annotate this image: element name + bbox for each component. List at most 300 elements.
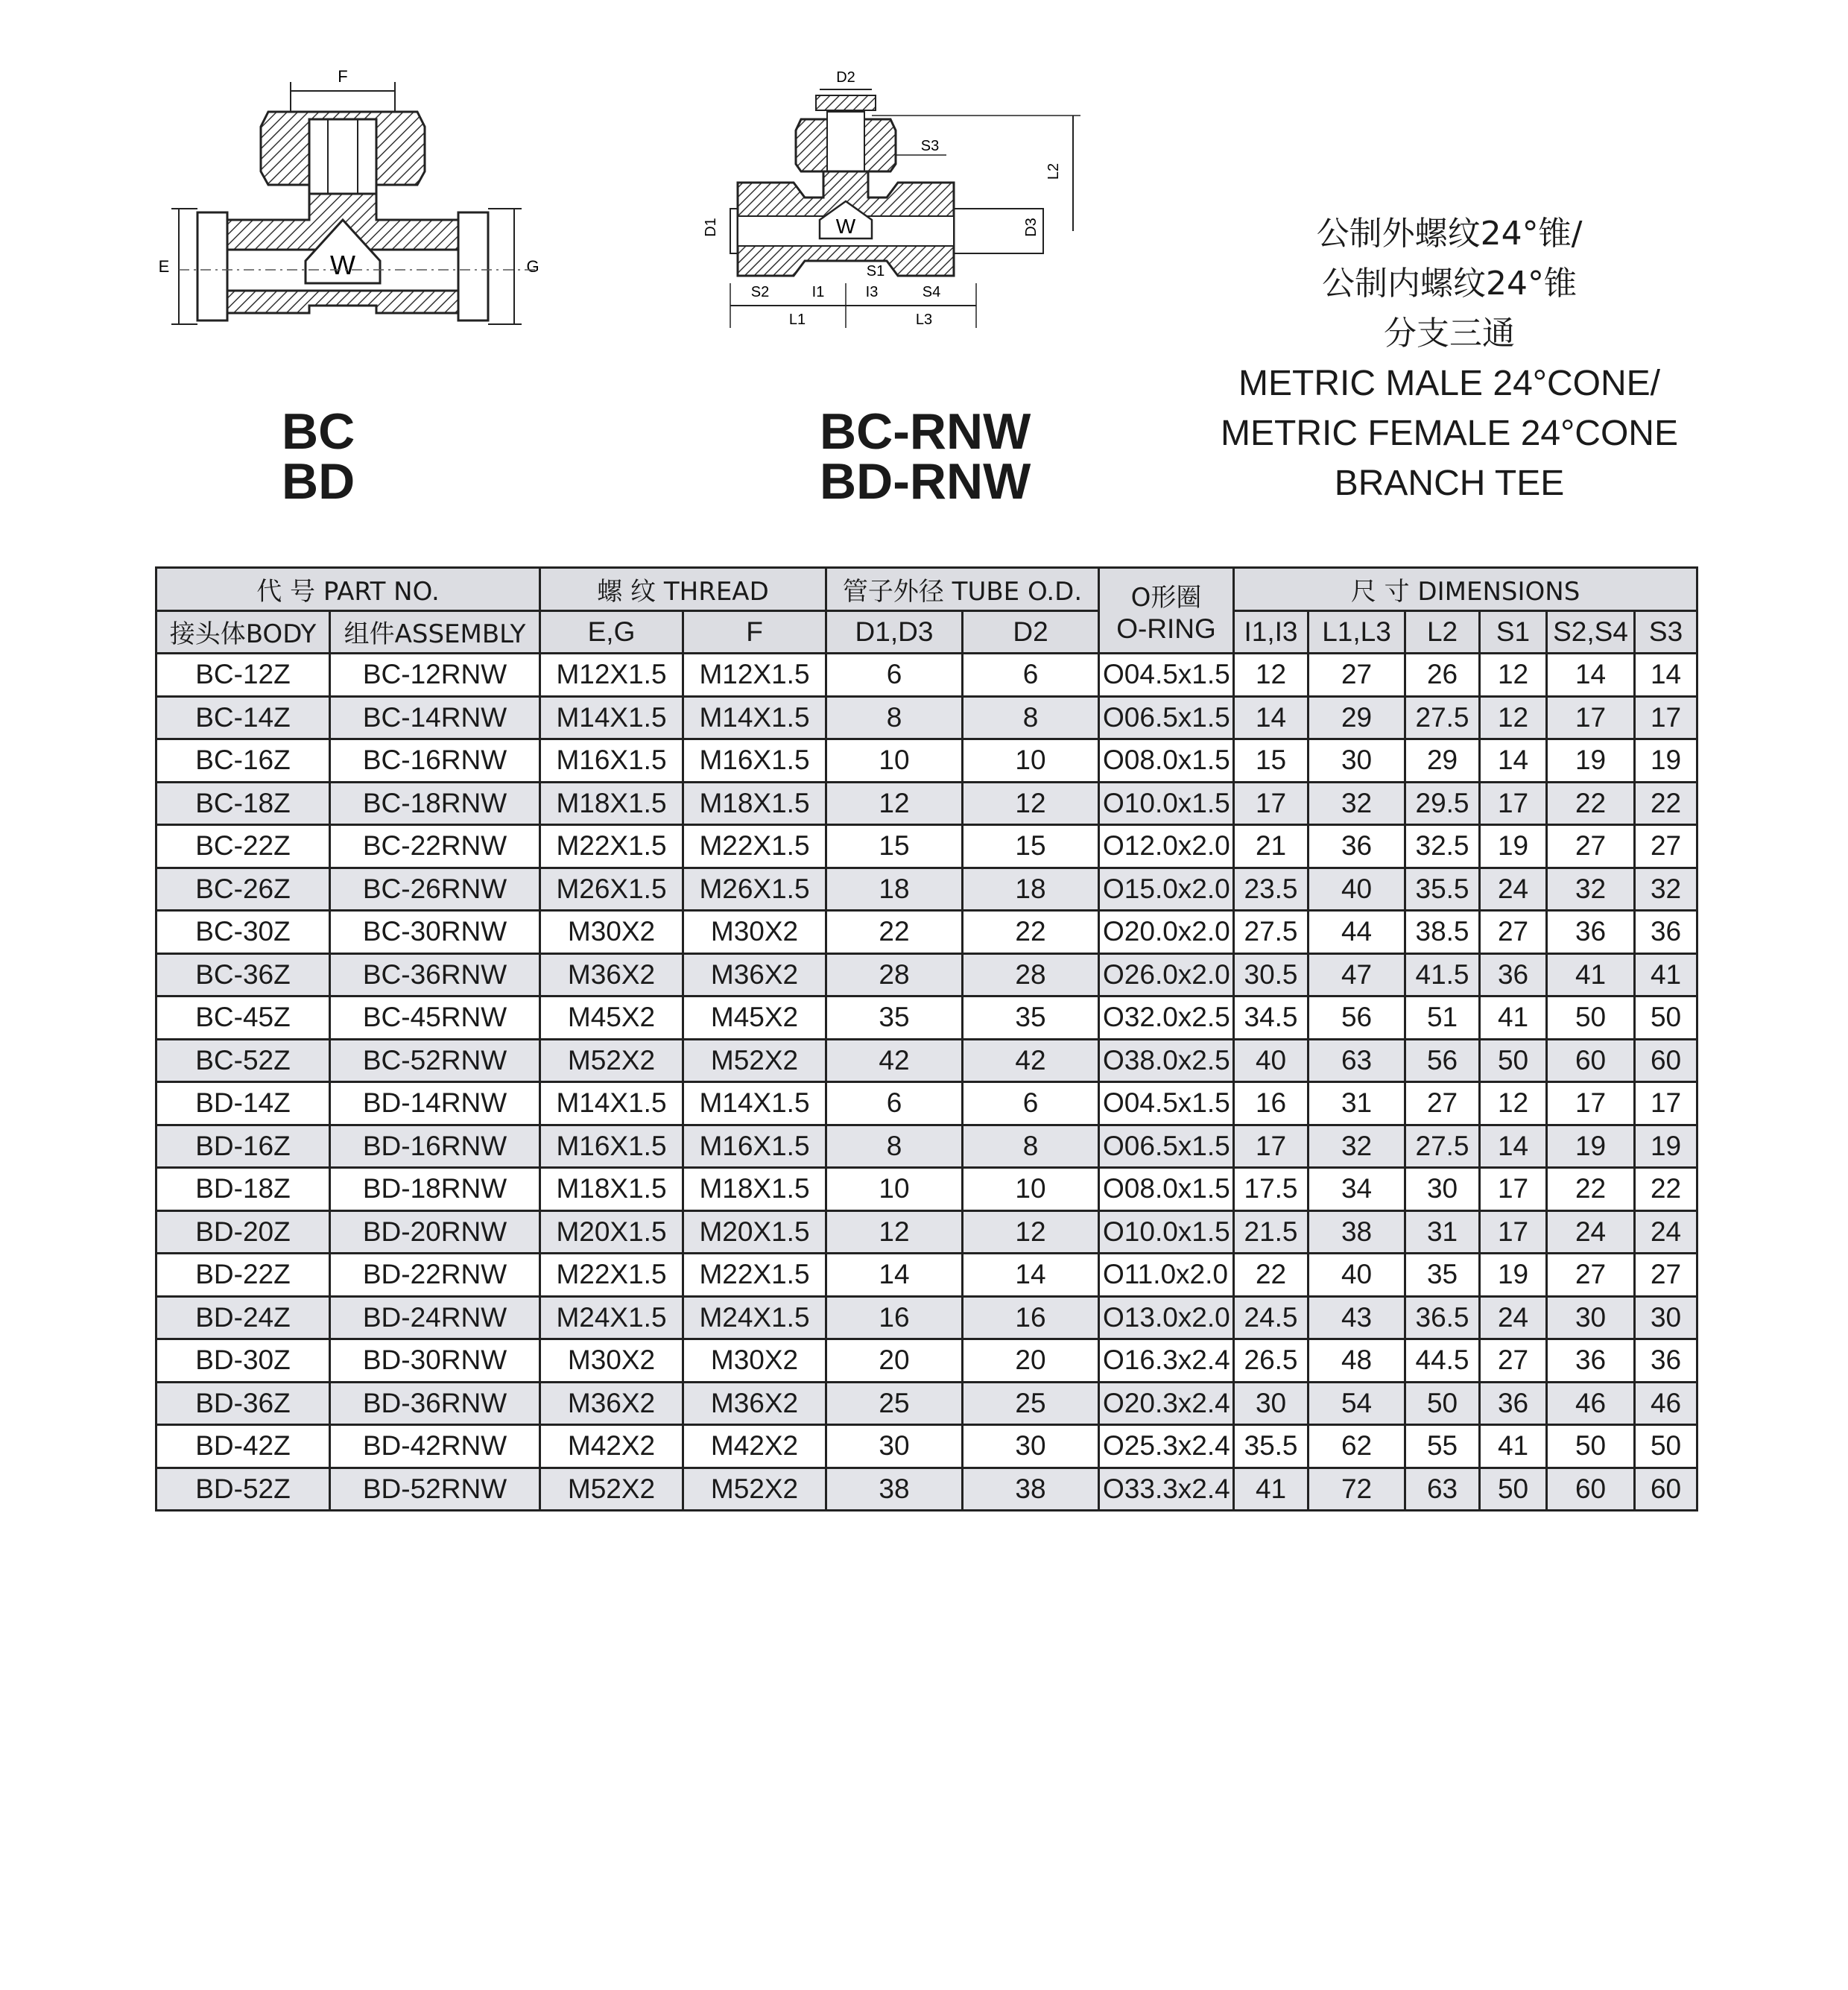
cell-oring: O25.3x2.4 [1099, 1425, 1234, 1468]
cell-s2s4: 17 [1547, 696, 1635, 739]
header-l2: L2 [1405, 610, 1480, 654]
cell-d1d3: 18 [826, 868, 963, 911]
cell-s1: 36 [1480, 953, 1547, 996]
bc-tee-drawing [149, 60, 566, 358]
cell-body: BC-14Z [156, 696, 330, 739]
cell-i1i3: 23.5 [1234, 868, 1309, 911]
cell-s1: 19 [1480, 825, 1547, 868]
cell-thread-eg: M45X2 [540, 996, 683, 1040]
cell-s2s4: 19 [1547, 739, 1635, 783]
cell-s3: 32 [1635, 868, 1697, 911]
cell-s3: 27 [1635, 1254, 1697, 1297]
cell-s2s4: 14 [1547, 654, 1635, 697]
cell-l2: 50 [1405, 1382, 1480, 1425]
table-row [156, 1425, 1697, 1468]
cell-s3: 50 [1635, 1425, 1697, 1468]
cell-body: BD-18Z [156, 1168, 330, 1211]
cell-body: BD-52Z [156, 1468, 330, 1511]
cell-assembly: BD-42RNW [330, 1425, 540, 1468]
header-oring-cn: O形圈 [1130, 582, 1202, 613]
cell-body: BC-52Z [156, 1039, 330, 1082]
cell-d2: 25 [963, 1382, 1099, 1425]
table-row [156, 1039, 1697, 1082]
cell-s2s4: 27 [1547, 1254, 1635, 1297]
cell-s3: 27 [1635, 825, 1697, 868]
cell-d1d3: 8 [826, 696, 963, 739]
cell-i1i3: 21.5 [1234, 1210, 1309, 1254]
cell-s3: 22 [1635, 782, 1697, 825]
cell-s3: 36 [1635, 911, 1697, 954]
cell-thread-eg: M14X1.5 [540, 1082, 683, 1125]
cell-s2s4: 60 [1547, 1468, 1635, 1511]
header-tube-od: 管子外径 TUBE O.D. [826, 568, 1099, 611]
cell-oring: O26.0x2.0 [1099, 953, 1234, 996]
cell-s1: 19 [1480, 1254, 1547, 1297]
cell-d1d3: 12 [826, 782, 963, 825]
cell-thread-f: M16X1.5 [683, 739, 826, 783]
cell-i1i3: 22 [1234, 1254, 1309, 1297]
cell-l2: 29 [1405, 739, 1480, 783]
header-i1i3: I1,I3 [1234, 610, 1309, 654]
cell-l1l3: 56 [1309, 996, 1405, 1040]
cell-assembly: BC-36RNW [330, 953, 540, 996]
cell-d1d3: 10 [826, 1168, 963, 1211]
cell-oring: O04.5x1.5 [1099, 1082, 1234, 1125]
cell-d1d3: 15 [826, 825, 963, 868]
cell-s1: 24 [1480, 868, 1547, 911]
cell-oring: O13.0x2.0 [1099, 1296, 1234, 1339]
cell-assembly: BC-52RNW [330, 1039, 540, 1082]
cell-l2: 51 [1405, 996, 1480, 1040]
cell-thread-f: M36X2 [683, 953, 826, 996]
cell-thread-eg: M52X2 [540, 1468, 683, 1511]
cell-assembly: BC-12RNW [330, 654, 540, 697]
cell-i1i3: 12 [1234, 654, 1309, 697]
cell-l1l3: 63 [1309, 1039, 1405, 1082]
cell-l1l3: 34 [1309, 1168, 1405, 1211]
cell-oring: O06.5x1.5 [1099, 1125, 1234, 1168]
cell-l2: 26 [1405, 654, 1480, 697]
cell-s2s4: 24 [1547, 1210, 1635, 1254]
table-row [156, 1125, 1697, 1168]
cell-oring: O20.3x2.4 [1099, 1382, 1234, 1425]
header-f: F [683, 610, 826, 654]
cell-l2: 55 [1405, 1425, 1480, 1468]
cell-thread-eg: M18X1.5 [540, 1168, 683, 1211]
cell-s3: 60 [1635, 1468, 1697, 1511]
cell-d1d3: 6 [826, 1082, 963, 1125]
cell-l2: 27.5 [1405, 1125, 1480, 1168]
cell-d2: 18 [963, 868, 1099, 911]
cell-i1i3: 41 [1234, 1468, 1309, 1511]
cell-s2s4: 60 [1547, 1039, 1635, 1082]
cell-s3: 19 [1635, 739, 1697, 783]
cell-l2: 35 [1405, 1254, 1480, 1297]
table-row [156, 654, 1697, 697]
cell-d1d3: 25 [826, 1382, 963, 1425]
cell-s2s4: 19 [1547, 1125, 1635, 1168]
header-d2: D2 [963, 610, 1099, 654]
cell-d2: 10 [963, 739, 1099, 783]
cell-thread-f: M30X2 [683, 911, 826, 954]
cell-body: BC-12Z [156, 654, 330, 697]
cell-s2s4: 32 [1547, 868, 1635, 911]
cell-thread-f: M14X1.5 [683, 1082, 826, 1125]
cell-body: BD-24Z [156, 1296, 330, 1339]
cell-d2: 30 [963, 1425, 1099, 1468]
cell-s1: 12 [1480, 654, 1547, 697]
title-cn-line2: 公制内螺纹24°锥 [1322, 265, 1577, 303]
cell-l1l3: 32 [1309, 1125, 1405, 1168]
cell-s3: 19 [1635, 1125, 1697, 1168]
cell-thread-f: M20X1.5 [683, 1210, 826, 1254]
title-en-line2: METRIC FEMALE 24°CONE [1221, 414, 1678, 453]
cell-d1d3: 30 [826, 1425, 963, 1468]
cell-thread-eg: M30X2 [540, 911, 683, 954]
cell-thread-eg: M22X1.5 [540, 825, 683, 868]
cell-l2: 36.5 [1405, 1296, 1480, 1339]
cell-assembly: BC-30RNW [330, 911, 540, 954]
cell-oring: O33.3x2.4 [1099, 1468, 1234, 1511]
cell-thread-eg: M22X1.5 [540, 1254, 683, 1297]
cell-oring: O06.5x1.5 [1099, 696, 1234, 739]
cell-l2: 30 [1405, 1168, 1480, 1211]
dim-label-d3: D3 [1023, 218, 1040, 237]
cell-s2s4: 50 [1547, 1425, 1635, 1468]
cell-s1: 14 [1480, 739, 1547, 783]
cell-s2s4: 36 [1547, 1339, 1635, 1383]
header-part-no: 代 号 PART NO. [156, 568, 540, 611]
header-l1l3: L1,L3 [1309, 610, 1405, 654]
cell-thread-f: M16X1.5 [683, 1125, 826, 1168]
cell-s3: 17 [1635, 1082, 1697, 1125]
cell-l1l3: 40 [1309, 1254, 1405, 1297]
cell-body: BD-22Z [156, 1254, 330, 1297]
cell-i1i3: 15 [1234, 739, 1309, 783]
cell-s2s4: 50 [1547, 996, 1635, 1040]
cell-body: BC-26Z [156, 868, 330, 911]
cell-assembly: BD-36RNW [330, 1382, 540, 1425]
cell-s3: 50 [1635, 996, 1697, 1040]
dim-label-l3: L3 [915, 312, 933, 328]
cell-d2: 12 [963, 782, 1099, 825]
cell-s1: 17 [1480, 782, 1547, 825]
cell-assembly: BC-22RNW [330, 825, 540, 868]
cell-l1l3: 27 [1309, 654, 1405, 697]
cell-oring: O10.0x1.5 [1099, 1210, 1234, 1254]
cell-thread-f: M12X1.5 [683, 654, 826, 697]
cell-s3: 60 [1635, 1039, 1697, 1082]
cell-assembly: BC-16RNW [330, 739, 540, 783]
cell-d1d3: 38 [826, 1468, 963, 1511]
cell-thread-f: M30X2 [683, 1339, 826, 1383]
cell-oring: O16.3x2.4 [1099, 1339, 1234, 1383]
dim-label-s2: S2 [750, 284, 770, 300]
cell-thread-eg: M42X2 [540, 1425, 683, 1468]
cell-oring: O38.0x2.5 [1099, 1039, 1234, 1082]
cell-thread-eg: M36X2 [540, 953, 683, 996]
cell-s3: 41 [1635, 953, 1697, 996]
cell-i1i3: 27.5 [1234, 911, 1309, 954]
cell-l2: 63 [1405, 1468, 1480, 1511]
cell-s1: 27 [1480, 911, 1547, 954]
cell-s3: 30 [1635, 1296, 1697, 1339]
header-assembly: 组件ASSEMBLY [330, 610, 540, 654]
dim-label-d2: D2 [836, 69, 855, 86]
header-dimensions: 尺 寸 DIMENSIONS [1234, 568, 1697, 611]
cell-i1i3: 17 [1234, 782, 1309, 825]
cell-d1d3: 8 [826, 1125, 963, 1168]
cell-l1l3: 29 [1309, 696, 1405, 739]
header-s3: S3 [1635, 610, 1697, 654]
table-row [156, 1339, 1697, 1383]
cell-thread-f: M52X2 [683, 1039, 826, 1082]
dim-label-s3: S3 [920, 138, 940, 154]
model-label-bd: BD [282, 453, 355, 510]
cell-s2s4: 22 [1547, 1168, 1635, 1211]
header-eg: E,G [540, 610, 683, 654]
cell-oring: O20.0x2.0 [1099, 911, 1234, 954]
cell-d1d3: 42 [826, 1039, 963, 1082]
cell-i1i3: 24.5 [1234, 1296, 1309, 1339]
cell-l1l3: 31 [1309, 1082, 1405, 1125]
cell-i1i3: 30 [1234, 1382, 1309, 1425]
cell-thread-f: M52X2 [683, 1468, 826, 1511]
cell-s1: 50 [1480, 1468, 1547, 1511]
table-row [156, 696, 1697, 739]
cell-d1d3: 10 [826, 739, 963, 783]
cell-d2: 22 [963, 911, 1099, 954]
cell-assembly: BD-22RNW [330, 1254, 540, 1297]
dim-label-l2: L2 [1045, 162, 1062, 180]
cell-l2: 44.5 [1405, 1339, 1480, 1383]
cell-i1i3: 26.5 [1234, 1339, 1309, 1383]
title-cn-line3: 分支三通 [1384, 315, 1515, 353]
cell-thread-f: M14X1.5 [683, 696, 826, 739]
cell-oring: O08.0x1.5 [1099, 1168, 1234, 1211]
cell-s3: 36 [1635, 1339, 1697, 1383]
cell-l1l3: 72 [1309, 1468, 1405, 1511]
cell-assembly: BC-45RNW [330, 996, 540, 1040]
cell-s2s4: 46 [1547, 1382, 1635, 1425]
cell-i1i3: 16 [1234, 1082, 1309, 1125]
cell-s3: 24 [1635, 1210, 1697, 1254]
dim-label-f: F [338, 67, 348, 86]
cell-i1i3: 40 [1234, 1039, 1309, 1082]
cell-i1i3: 30.5 [1234, 953, 1309, 996]
cell-s1: 41 [1480, 996, 1547, 1040]
cell-thread-eg: M16X1.5 [540, 1125, 683, 1168]
cell-l1l3: 38 [1309, 1210, 1405, 1254]
cell-d2: 8 [963, 696, 1099, 739]
cell-assembly: BD-24RNW [330, 1296, 540, 1339]
cell-l2: 31 [1405, 1210, 1480, 1254]
cell-thread-f: M45X2 [683, 996, 826, 1040]
cell-d1d3: 28 [826, 953, 963, 996]
table-row [156, 953, 1697, 996]
cell-thread-eg: M26X1.5 [540, 868, 683, 911]
cell-thread-f: M42X2 [683, 1425, 826, 1468]
header-thread: 螺 纹 THREAD [540, 568, 826, 611]
rnw-assembly-drawing [703, 60, 1103, 343]
cell-s2s4: 41 [1547, 953, 1635, 996]
cell-s3: 17 [1635, 696, 1697, 739]
cell-body: BC-30Z [156, 911, 330, 954]
header-s2s4: S2,S4 [1547, 610, 1635, 654]
cell-thread-eg: M20X1.5 [540, 1210, 683, 1254]
cell-d2: 6 [963, 654, 1099, 697]
cell-thread-eg: M18X1.5 [540, 782, 683, 825]
cell-l2: 35.5 [1405, 868, 1480, 911]
table-row [156, 782, 1697, 825]
table-row [156, 1254, 1697, 1297]
cell-d2: 10 [963, 1168, 1099, 1211]
cell-d2: 12 [963, 1210, 1099, 1254]
cell-d1d3: 35 [826, 996, 963, 1040]
cell-d2: 16 [963, 1296, 1099, 1339]
cell-body: BC-45Z [156, 996, 330, 1040]
cell-l1l3: 32 [1309, 782, 1405, 825]
cell-l1l3: 30 [1309, 739, 1405, 783]
cell-body: BC-36Z [156, 953, 330, 996]
model-label-bd-rnw: BD-RNW [820, 453, 1031, 510]
cell-thread-eg: M12X1.5 [540, 654, 683, 697]
cell-i1i3: 14 [1234, 696, 1309, 739]
table-row [156, 1082, 1697, 1125]
cell-d2: 35 [963, 996, 1099, 1040]
cell-thread-eg: M16X1.5 [540, 739, 683, 783]
header-oring [1099, 568, 1234, 654]
cell-s2s4: 27 [1547, 825, 1635, 868]
dim-label-e: E [158, 257, 170, 276]
cell-assembly: BD-20RNW [330, 1210, 540, 1254]
cell-oring: O12.0x2.0 [1099, 825, 1234, 868]
cell-l2: 29.5 [1405, 782, 1480, 825]
title-en-line3: BRANCH TEE [1334, 464, 1565, 503]
cell-thread-f: M36X2 [683, 1382, 826, 1425]
cell-d1d3: 20 [826, 1339, 963, 1383]
header-oring-en: O-RING [1116, 613, 1216, 644]
cell-s2s4: 17 [1547, 1082, 1635, 1125]
cell-assembly: BD-52RNW [330, 1468, 540, 1511]
cell-thread-eg: M30X2 [540, 1339, 683, 1383]
cell-body: BC-18Z [156, 782, 330, 825]
cell-body: BD-36Z [156, 1382, 330, 1425]
table-row [156, 1382, 1697, 1425]
cell-i1i3: 35.5 [1234, 1425, 1309, 1468]
cell-thread-eg: M52X2 [540, 1039, 683, 1082]
cell-thread-f: M26X1.5 [683, 868, 826, 911]
cell-s3: 22 [1635, 1168, 1697, 1211]
cell-body: BD-30Z [156, 1339, 330, 1383]
cell-body: BC-22Z [156, 825, 330, 868]
cell-assembly: BC-18RNW [330, 782, 540, 825]
cell-l1l3: 36 [1309, 825, 1405, 868]
cell-l1l3: 62 [1309, 1425, 1405, 1468]
cell-thread-f: M22X1.5 [683, 825, 826, 868]
cell-body: BD-20Z [156, 1210, 330, 1254]
cell-l1l3: 54 [1309, 1382, 1405, 1425]
cell-l2: 27.5 [1405, 696, 1480, 739]
product-title [1162, 209, 1736, 508]
cell-assembly: BD-16RNW [330, 1125, 540, 1168]
title-en-line1: METRIC MALE 24°CONE/ [1238, 364, 1660, 403]
cell-assembly: BD-14RNW [330, 1082, 540, 1125]
cell-d2: 20 [963, 1339, 1099, 1383]
spec-table [155, 566, 1698, 1512]
cell-thread-f: M18X1.5 [683, 782, 826, 825]
dim-label-i3: I3 [865, 284, 879, 300]
cell-oring: O04.5x1.5 [1099, 654, 1234, 697]
cell-d2: 6 [963, 1082, 1099, 1125]
cell-d1d3: 16 [826, 1296, 963, 1339]
cell-d1d3: 12 [826, 1210, 963, 1254]
cell-s1: 12 [1480, 696, 1547, 739]
cell-s1: 36 [1480, 1382, 1547, 1425]
cell-l1l3: 40 [1309, 868, 1405, 911]
cell-assembly: BD-18RNW [330, 1168, 540, 1211]
cell-body: BD-14Z [156, 1082, 330, 1125]
header-d1d3: D1,D3 [826, 610, 963, 654]
logo-mark-rnw: W [835, 215, 856, 238]
header-s1: S1 [1480, 610, 1547, 654]
cell-thread-f: M18X1.5 [683, 1168, 826, 1211]
table-row [156, 1210, 1697, 1254]
cell-d2: 14 [963, 1254, 1099, 1297]
cell-d2: 15 [963, 825, 1099, 868]
cell-assembly: BC-14RNW [330, 696, 540, 739]
cell-l2: 38.5 [1405, 911, 1480, 954]
cell-oring: O08.0x1.5 [1099, 739, 1234, 783]
cell-thread-f: M24X1.5 [683, 1296, 826, 1339]
cell-s1: 50 [1480, 1039, 1547, 1082]
table-row [156, 1296, 1697, 1339]
title-cn-line1: 公制外螺纹24°锥/ [1316, 215, 1583, 253]
table-row [156, 996, 1697, 1040]
table-row [156, 1468, 1697, 1511]
cell-l1l3: 48 [1309, 1339, 1405, 1383]
cell-oring: O15.0x2.0 [1099, 868, 1234, 911]
cell-s3: 14 [1635, 654, 1697, 697]
cell-body: BD-16Z [156, 1125, 330, 1168]
cell-s1: 17 [1480, 1168, 1547, 1211]
cell-s1: 17 [1480, 1210, 1547, 1254]
logo-mark: W [330, 250, 355, 280]
cell-i1i3: 17.5 [1234, 1168, 1309, 1211]
table-row [156, 868, 1697, 911]
cell-d2: 28 [963, 953, 1099, 996]
cell-d1d3: 22 [826, 911, 963, 954]
table-row [156, 1168, 1697, 1211]
table-row [156, 825, 1697, 868]
cell-l2: 41.5 [1405, 953, 1480, 996]
cell-thread-eg: M14X1.5 [540, 696, 683, 739]
cell-d2: 38 [963, 1468, 1099, 1511]
cell-d1d3: 14 [826, 1254, 963, 1297]
table-row [156, 739, 1697, 783]
cell-l1l3: 47 [1309, 953, 1405, 996]
cell-i1i3: 17 [1234, 1125, 1309, 1168]
table-row [156, 911, 1697, 954]
cell-thread-f: M22X1.5 [683, 1254, 826, 1297]
cell-s2s4: 36 [1547, 911, 1635, 954]
dim-label-d1: D1 [703, 218, 719, 237]
cell-l1l3: 43 [1309, 1296, 1405, 1339]
cell-body: BC-16Z [156, 739, 330, 783]
cell-body: BD-42Z [156, 1425, 330, 1468]
cell-s1: 12 [1480, 1082, 1547, 1125]
cell-i1i3: 21 [1234, 825, 1309, 868]
